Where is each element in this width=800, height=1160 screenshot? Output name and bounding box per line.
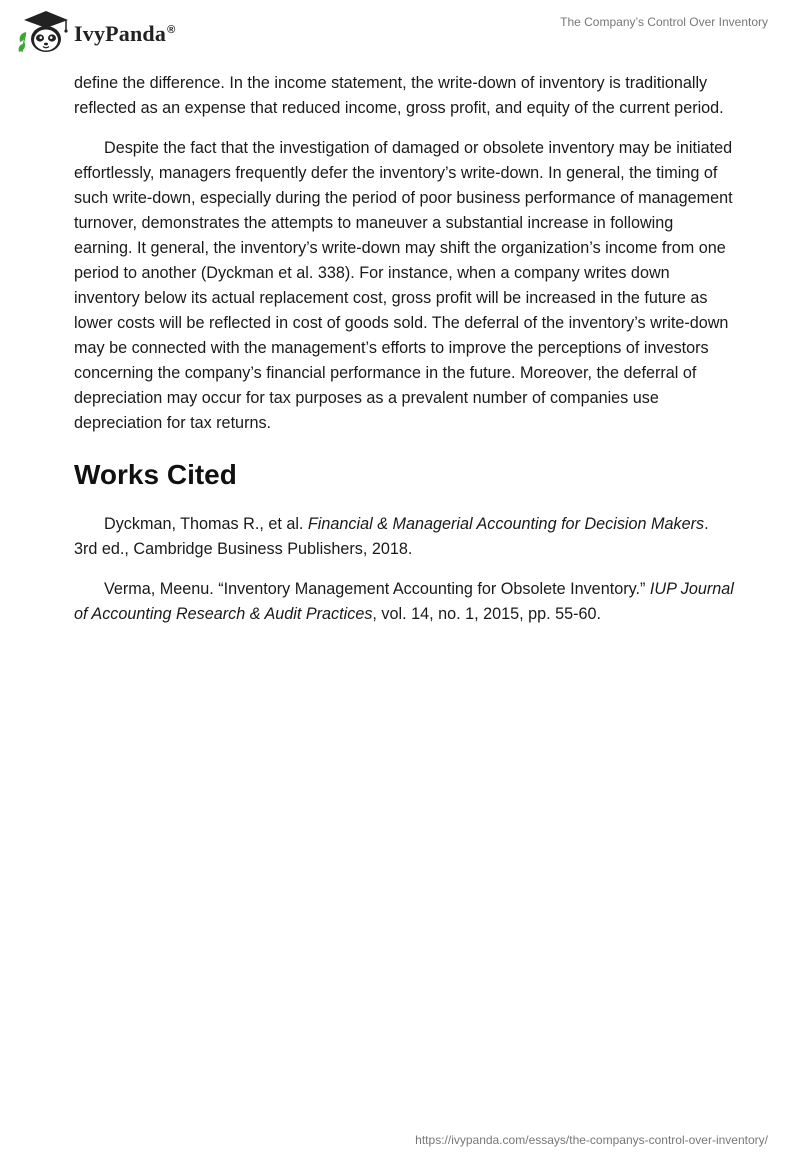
- citation-authors: Dyckman, Thomas R., et al.: [104, 515, 308, 533]
- paragraph-continued: define the difference. In the income statement, the write-down of inventory is traditionally reflected as an expense that reduced income, gross profit, and equity of the current period.: [74, 74, 724, 117]
- citation-entry: [74, 577, 734, 627]
- ivypanda-logo[interactable]: [16, 8, 175, 56]
- essay-body: [74, 71, 734, 642]
- panda-graduation-cap-icon: [16, 8, 72, 56]
- citation-title: Financial & Managerial Accounting for Decision Makers: [307, 515, 705, 533]
- citation-authors: Verma, Meenu. “Inventory Management Accounting for Obsolete Inventory.”: [104, 580, 650, 598]
- registered-mark: ®: [167, 23, 176, 36]
- citation-title: IUP Journal of Accounting Research & Audit Practices: [74, 580, 734, 623]
- logo-wordmark: IvyPanda®: [74, 21, 176, 46]
- citation-entry: [74, 512, 734, 562]
- source-url[interactable]: https://ivypanda.com/essays/the-companys-control-over-inventory/: [415, 1133, 768, 1147]
- citation-details: . 3rd ed., Cambridge Business Publishers, 2018.: [74, 515, 709, 558]
- citation-details: , vol. 14, no. 1, 2015, pp. 55-60.: [372, 605, 602, 623]
- running-title: The Company’s Control Over Inventory: [560, 15, 768, 29]
- paragraph: Despite the fact that the investigation of damaged or obsolete inventory may be initiated effortlessly, managers frequently defer the inventory’s write-down. In general, the timing of such write-down, especially during the period of poor business performance of management turnover, demonstrates the attempts to maneuver a substantial increase in following earning. It general, the inventory’s write-down may shift the organization’s income from one period to another (Dyckman et al. 338). For instance, when a company writes down inventory below its actual replacement cost, gross profit will be increased in the future as lower costs will be reflected in cost of goods sold. The deferral of the inventory’s write-down may be connected with the management’s efforts to improve the perceptions of investors concerning the company’s financial performance in the future. Moreover, the deferral of depreciation may occur for tax purposes as a prevalent number of companies use depreciation for tax returns.: [74, 139, 733, 432]
- works-cited-heading: Works Cited: [74, 459, 237, 490]
- page-header: [0, 0, 800, 64]
